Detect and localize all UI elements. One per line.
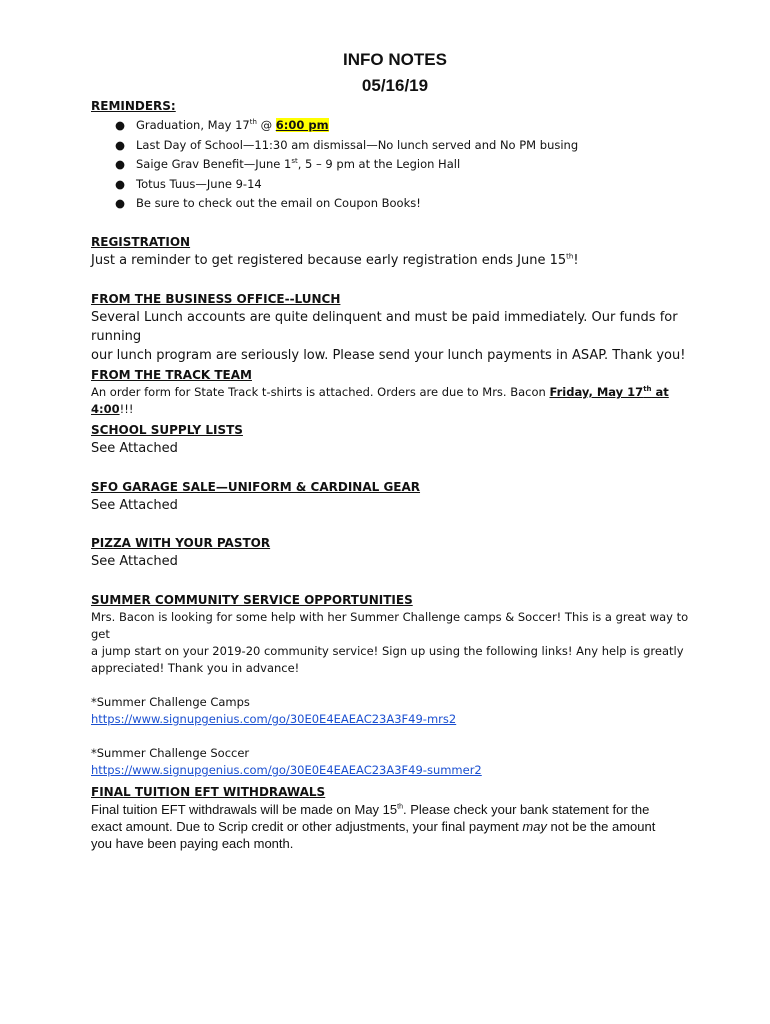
registration-heading: REGISTRATION bbox=[91, 235, 191, 249]
reminders-list bbox=[91, 116, 706, 214]
garage-sale-heading: SFO GARAGE SALE—UNIFORM & CARDINAL GEAR bbox=[91, 480, 421, 494]
document-date: 05/16/19 bbox=[361, 76, 429, 95]
reminders-heading: REMINDERS: bbox=[91, 99, 176, 113]
document-title: INFO NOTES bbox=[343, 50, 447, 69]
summer-soccer-label: *Summer Challenge Soccer bbox=[91, 746, 250, 760]
summer-soccer-link[interactable]: https://www.signupgenius.com/go/30E0E4EAEAC23A3F49-summer2 bbox=[91, 763, 482, 777]
track-team-section bbox=[91, 367, 706, 418]
reminders-section bbox=[91, 98, 706, 214]
list-item: ● Graduation, May 17th @ 6:00 pm bbox=[91, 116, 706, 136]
tuition-section bbox=[91, 784, 706, 852]
bullet-icon: ● bbox=[115, 118, 126, 132]
garage-sale-section bbox=[91, 479, 706, 515]
bullet-icon: ● bbox=[115, 196, 126, 210]
summer-camps-label: *Summer Challenge Camps bbox=[91, 695, 250, 709]
pizza-heading: PIZZA WITH YOUR PASTOR bbox=[91, 536, 271, 550]
school-supply-heading: SCHOOL SUPPLY LISTS bbox=[91, 423, 243, 437]
pizza-text: See Attached bbox=[91, 554, 178, 569]
registration-text: Just a reminder to get registered because early registration ends June 15th! bbox=[91, 252, 579, 268]
list-item: ● Be sure to check out the email on Coupon Books! bbox=[91, 194, 706, 214]
community-service-section bbox=[91, 592, 706, 779]
tuition-line-3: you have been paying each month. bbox=[91, 836, 294, 851]
tuition-line-2: exact amount. Due to Scrip credit or other adjustments, your final payment may not be the amount bbox=[91, 819, 656, 834]
bullet-icon: ● bbox=[115, 157, 126, 171]
summer-camps-link[interactable]: https://www.signupgenius.com/go/30E0E4EAEAC23A3F49-mrs2 bbox=[91, 712, 457, 726]
bullet-icon: ● bbox=[115, 137, 126, 152]
list-item: ● Totus Tuus—June 9-14 bbox=[91, 175, 706, 195]
community-service-line-1: Mrs. Bacon is looking for some help with her Summer Challenge camps & Soccer! This is a great way to get bbox=[91, 610, 689, 641]
track-team-text: An order form for State Track t-shirts is attached. Orders are due to Mrs. Bacon Friday, May 17th at 4:00!!! bbox=[91, 385, 669, 416]
business-office-section bbox=[91, 291, 706, 365]
list-item: ● Last Day of School—11:30 am dismissal—No lunch served and No PM busing bbox=[91, 136, 706, 156]
registration-section bbox=[91, 234, 706, 270]
business-office-heading: FROM THE BUSINESS OFFICE--LUNCH bbox=[91, 292, 341, 306]
community-service-line-2: a jump start on your 2019-20 community service! Sign up using the following links! Any help is greatly bbox=[91, 644, 684, 658]
track-due-date: Friday, May 17th at 4:00 bbox=[91, 385, 669, 416]
business-office-line-1: Several Lunch accounts are quite delinquent and must be paid immediately. Our funds for running bbox=[91, 310, 678, 344]
community-service-heading: SUMMER COMMUNITY SERVICE OPPORTUNITIES bbox=[91, 593, 413, 607]
business-office-line-2: our lunch program are seriously low. Please send your lunch payments in ASAP. Thank you! bbox=[91, 348, 686, 363]
pizza-section bbox=[91, 535, 706, 571]
graduation-time-highlight: 6:00 pm bbox=[275, 118, 329, 132]
tuition-line-1: Final tuition EFT withdrawals will be made on May 15th. Please check your bank statement for the bbox=[91, 802, 650, 817]
school-supply-section bbox=[91, 422, 706, 458]
community-service-line-3: appreciated! Thank you in advance! bbox=[91, 661, 300, 675]
bullet-icon: ● bbox=[115, 176, 126, 191]
school-supply-text: See Attached bbox=[91, 441, 178, 456]
garage-sale-text: See Attached bbox=[91, 498, 178, 513]
track-team-heading: FROM THE TRACK TEAM bbox=[91, 368, 252, 382]
list-item: ● Saige Grav Benefit—June 1st, 5 – 9 pm at the Legion Hall bbox=[91, 155, 706, 175]
tuition-heading: FINAL TUITION EFT WITHDRAWALS bbox=[91, 785, 326, 799]
